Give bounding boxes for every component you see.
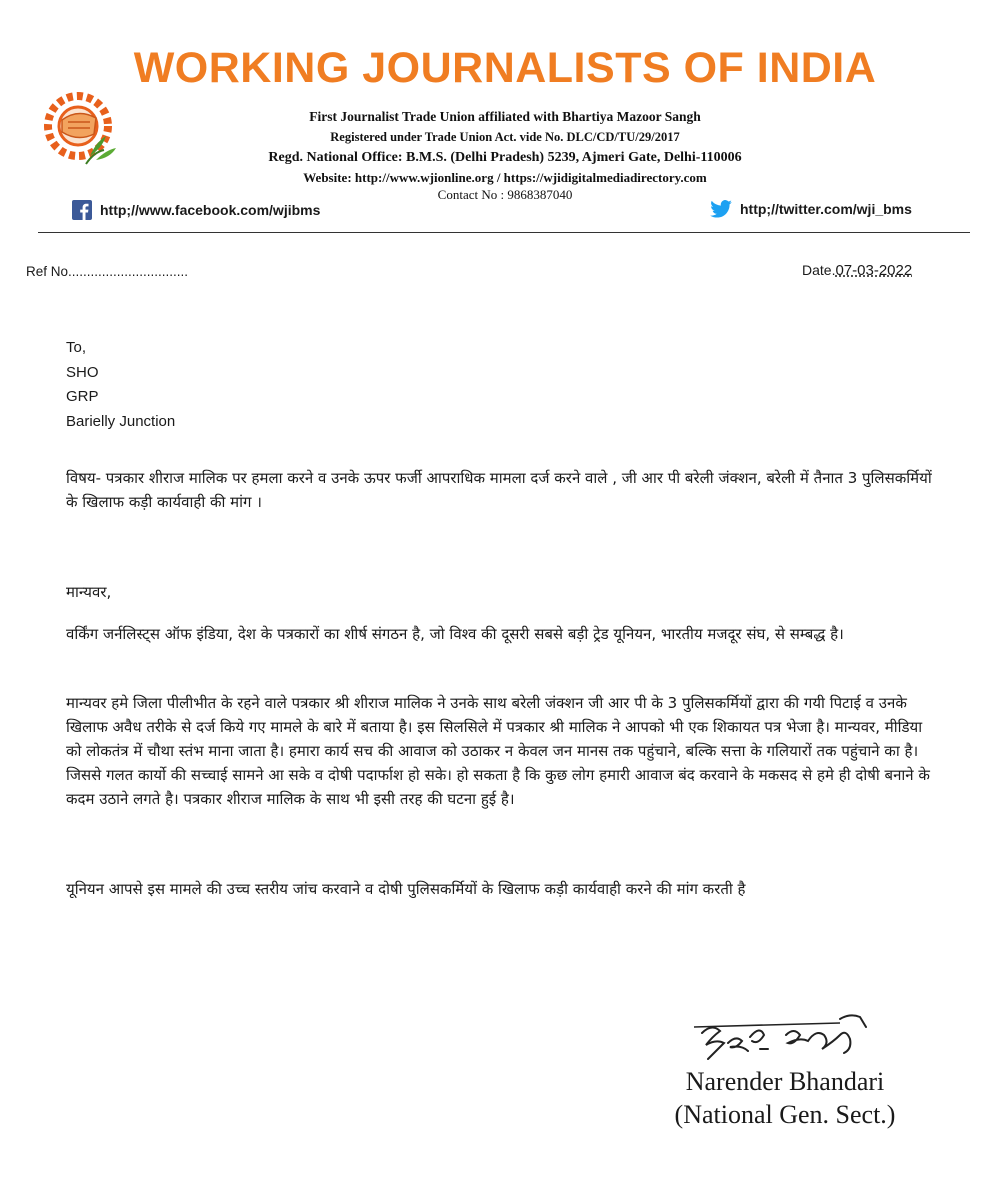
- registration-line: Registered under Trade Union Act. vide No. DLC/CD/TU/29/2017: [330, 130, 680, 144]
- date-value: 07-03-2022: [835, 262, 913, 279]
- recipient-line: To,: [66, 339, 87, 356]
- website-line: Website: http://www.wjionline.org / https://wjidigitalmediadirectory.com: [303, 170, 707, 185]
- signatory-title: (National Gen. Sect.): [674, 1100, 896, 1129]
- body-paragraph-3: यूनियन आपसे इस मामले की उच्च स्तरीय जांच करवाने व दोषी पुलिसकर्मियों के खिलाफ कड़ी कार्यवाही करने की मांग करती है: [66, 880, 746, 898]
- signatory-block: [660, 1065, 910, 1131]
- contact-line: Contact No : 9868387040: [437, 187, 573, 202]
- twitter-bird-icon: [710, 200, 732, 218]
- signatory-name: Narender Bhandari: [685, 1067, 885, 1096]
- twitter-url: http;//twitter.com/wji_bms: [740, 201, 912, 217]
- facebook-url: http;//www.facebook.com/wjibms: [100, 202, 321, 218]
- salutation: मान्यवर,: [66, 583, 112, 601]
- recipient-address: [66, 336, 175, 434]
- ref-number: Ref No................................: [26, 264, 189, 279]
- body-paragraph-2: मान्यवर हमे जिला पीलीभीत के रहने वाले पत्रकार श्री शीराज मालिक ने उनके साथ बरेली जंक्शन जी आर पी के 3 पुलिसकर्मियों द्वारा की गयी पिटाई व उनके खिलाफ अवैध तरीके से दर्ज किये गए मामले के बारे में बताया है। इस सिलसिले में पत्रकार श्री मालिक ने आपको भी एक शिकायत पत्र भेजा है। मान्यवर, मीडिया को लोकतंत्र में चौथा स्तंभ माना जाता है। हमारा कार्य सच की आवाज को उठाकर न केवल जन मानस तक पहुंचाने, बल्कि सत्ता के गलियारों तक पहुंचाने का है। जिससे गलत कार्यो की सच्चाई सामने आ सके व दोषी पदार्फाश हो सके। हो सकता है कि कुछ लोग हमारी आवाज बंद करवाने के मकसद से हमे ही दोषी बनाने के कदम उठाने लगते है। पत्रकार शीराज मालिक के साथ भी इसी तरह की घटना हुई है।: [66, 694, 930, 808]
- recipient-line: GRP: [66, 388, 99, 405]
- recipient-line: SHO: [66, 363, 99, 381]
- header-divider: [38, 232, 970, 233]
- body-paragraph-1: वर्किंग जर्नलिस्ट्स ऑफ इंडिया, देश के पत्रकारों का शीर्ष संगठन है, जो विश्व की दूसरी सबसे बड़ी ट्रेड यूनियन, भारतीय मजदूर संघ, से सम्बद्ध है।: [66, 625, 844, 643]
- organization-title: WORKING JOURNALISTS OF INDIA: [133, 44, 877, 92]
- office-address-line: Regd. National Office: B.M.S. (Delhi Pradesh) 5239, Ajmeri Gate, Delhi-110006: [268, 150, 742, 165]
- subject-line: विषय- पत्रकार शीराज मालिक पर हमला करने व उनके ऊपर फर्जी आपराधिक मामला दर्ज करने वाले , जी आर पी बरेली जंक्शन, बरेली में तैनात 3 पुलिसकर्मियों के खिलाफ कड़ी कार्यवाही की मांग ।: [66, 469, 932, 511]
- recipient-line: Barielly Junction: [66, 412, 176, 430]
- twitter-link[interactable]: [710, 200, 912, 218]
- facebook-link[interactable]: [72, 200, 320, 220]
- facebook-icon: [72, 200, 92, 220]
- affiliation-line: First Journalist Trade Union affiliated with Bhartiya Mazoor Sangh: [309, 109, 701, 124]
- letter-date: [802, 262, 912, 279]
- date-label: Date.: [802, 262, 836, 278]
- union-emblem-icon: [40, 86, 126, 172]
